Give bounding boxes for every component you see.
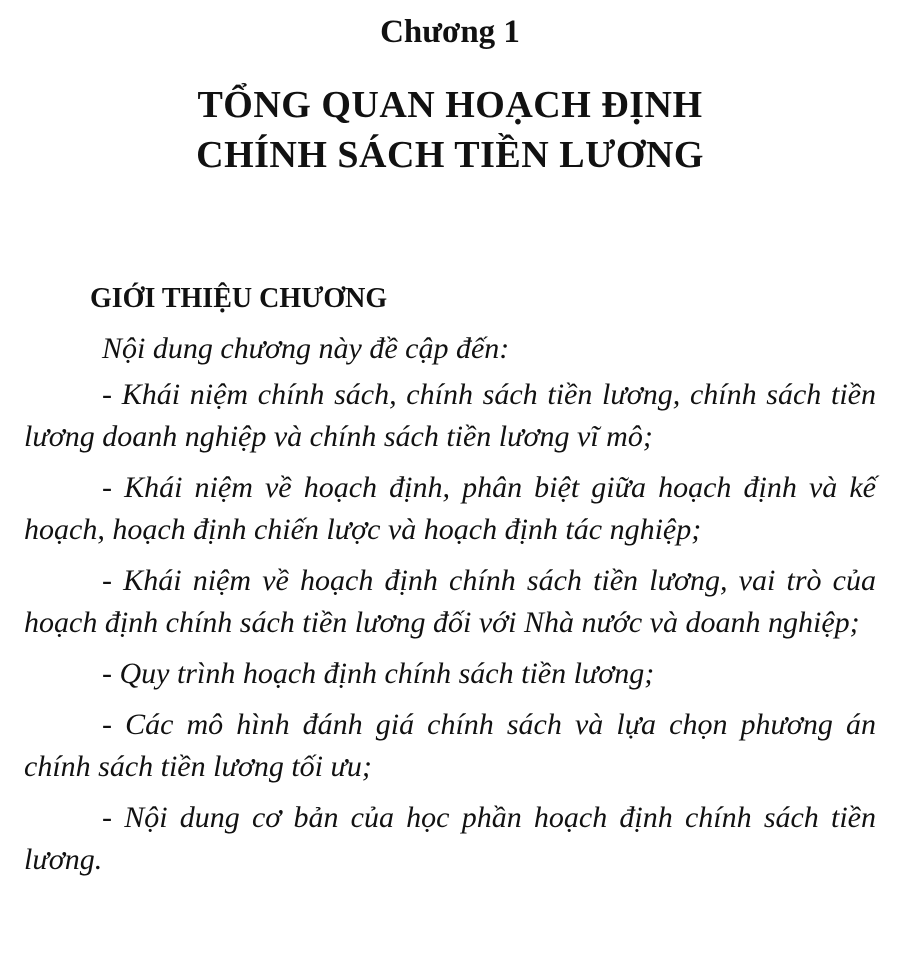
list-item: - Quy trình hoạch định chính sách tiền lương; <box>102 657 655 690</box>
intro-paragraph: Nội dung chương này đề cập đến: <box>102 332 510 365</box>
chapter-label: Chương 1 <box>380 14 520 50</box>
list-item: - Các mô hình đánh giá chính sách và lựa chọn phương án chính sách tiền lương tối ưu; <box>24 708 876 783</box>
section-body <box>24 328 876 890</box>
list-item: - Khái niệm về hoạch định chính sách tiền lương, vai trò của hoạch định chính sách tiền lương đối với Nhà nước và doanh nghiệp; <box>24 564 876 639</box>
content-list <box>24 374 876 881</box>
chapter-title-line: TỔNG QUAN HOẠCH ĐỊNH <box>197 84 703 126</box>
section-heading: GIỚI THIỆU CHƯƠNG <box>90 283 388 314</box>
list-item: - Khái niệm chính sách, chính sách tiền lương, chính sách tiền lương doanh nghiệp và chính sách tiền lương vĩ mô; <box>24 378 876 453</box>
list-item: - Khái niệm về hoạch định, phân biệt giữa hoạch định và kế hoạch, hoạch định chiến lược và hoạch định tác nghiệp; <box>24 471 876 546</box>
chapter-title <box>0 80 900 180</box>
list-item: - Nội dung cơ bản của học phần hoạch định chính sách tiền lương. <box>24 801 876 876</box>
chapter-title-line: CHÍNH SÁCH TIỀN LƯƠNG <box>196 134 704 176</box>
